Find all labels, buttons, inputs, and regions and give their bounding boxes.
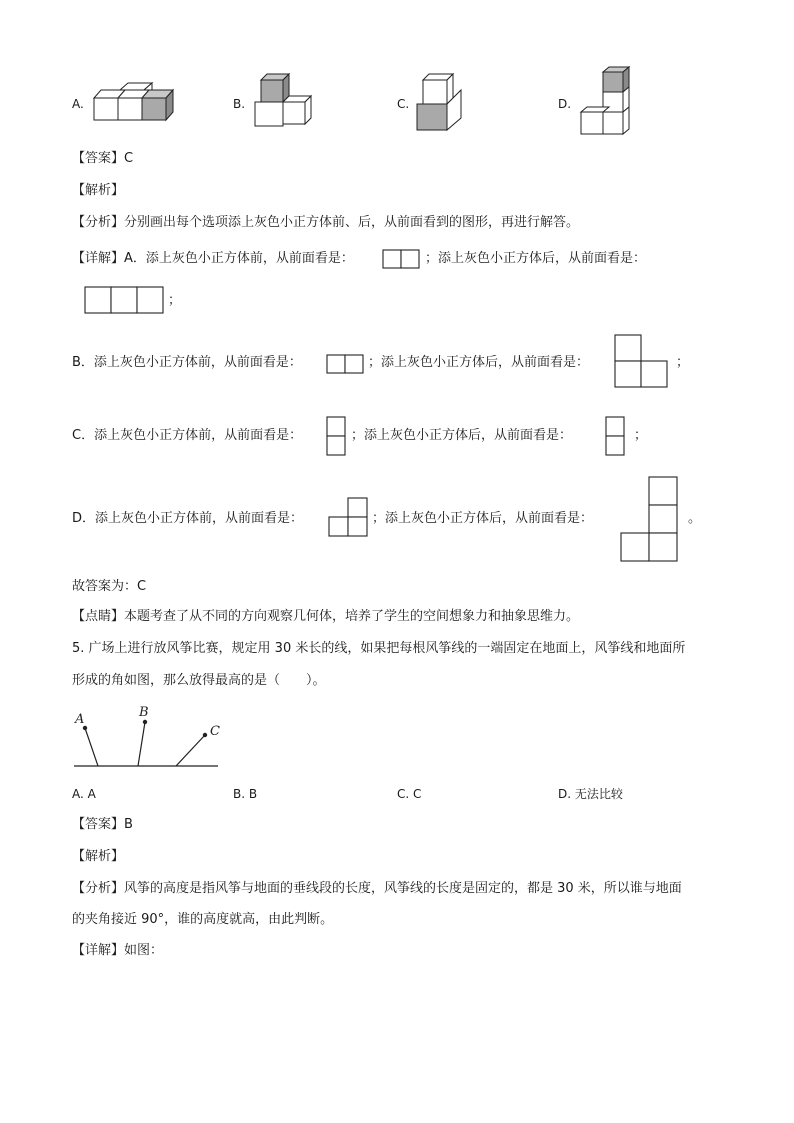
q4-detail-c-after: ；添上灰色小正方体后，从前面看是： <box>351 428 573 443</box>
q5-option-c: C. C <box>397 787 422 801</box>
kite-angle-figure <box>70 702 222 772</box>
view-a-before-icon <box>382 249 420 269</box>
q5-fenxi-line1: 【分析】风筝的高度是指风筝与地面的垂线段的长度，风筝线的长度是固定的，都是 30 米，所以谁与地面 <box>72 881 682 896</box>
view-d-before-icon <box>328 497 368 537</box>
q4-detail-d-before: D．添上灰色小正方体前，从前面看是： <box>72 511 304 526</box>
q5-stem-line1: 5. 广场上进行放风筝比赛，规定用 30 米长的线，如果把每根风筝线的一端固定在地面上，风筝线和地面所 <box>72 641 686 656</box>
q5-option-a: A. A <box>72 787 96 801</box>
q4-answer: 【答案】C <box>72 151 134 166</box>
q5-option-b: B. B <box>233 787 258 801</box>
q4-detail-a-after: ；添上灰色小正方体后，从前面看是： <box>425 251 647 266</box>
q4-analysis-heading: 【解析】 <box>72 183 125 198</box>
q4-detail-c-end: ； <box>634 428 648 443</box>
q4-detail-d-end: 。 <box>688 511 702 526</box>
option-a-label: A. <box>72 97 84 111</box>
q4-dianjing: 【点睛】本题考查了从不同的方向观察几何体，培养了学生的空间想象力和抽象思维力。 <box>72 609 580 624</box>
cube-stack-a-icon <box>92 80 174 124</box>
q4-conclusion: 故答案为：C <box>72 579 147 594</box>
view-c-after-icon <box>605 416 625 456</box>
q4-detail-a-end: ； <box>168 293 182 308</box>
q5-detail: 【详解】如图： <box>72 943 164 958</box>
q5-fenxi-line2: 的夹角接近 90°，谁的高度就高，由此判断。 <box>72 912 334 927</box>
label-b: B <box>139 705 149 720</box>
q5-stem-line2: 形成的角如图，那么放得最高的是（ ）。 <box>72 673 326 688</box>
q5-option-d: D. 无法比较 <box>558 787 623 801</box>
label-c: C <box>210 724 220 739</box>
view-d-after-icon <box>620 476 678 562</box>
q5-analysis-heading: 【解析】 <box>72 849 125 864</box>
q4-detail-b-end: ； <box>676 355 690 370</box>
cube-stack-c-icon <box>415 72 467 134</box>
q4-fenxi: 【分析】分别画出每个选项添上灰色小正方体前、后，从前面看到的图形，再进行解答。 <box>72 215 580 230</box>
option-c-label: C. <box>397 97 410 111</box>
view-b-after-icon <box>614 334 668 388</box>
option-b-label: B. <box>233 97 246 111</box>
cube-stack-d-icon <box>579 66 635 138</box>
cube-stack-b-icon <box>253 72 313 132</box>
option-d-label: D. <box>558 97 572 111</box>
label-a: A <box>75 712 85 727</box>
view-b-before-icon <box>326 354 364 374</box>
view-a-after-icon <box>84 286 164 314</box>
q4-detail-b-after: ；添上灰色小正方体后，从前面看是： <box>368 355 590 370</box>
q4-detail-b-before: B．添上灰色小正方体前，从前面看是： <box>72 355 302 370</box>
q5-answer: 【答案】B <box>72 817 133 832</box>
q4-detail-d-after: ；添上灰色小正方体后，从前面看是： <box>372 511 594 526</box>
view-c-before-icon <box>326 416 346 456</box>
q4-detail-c-before: C．添上灰色小正方体前，从前面看是： <box>72 428 303 443</box>
q4-detail-a-before: 【详解】A．添上灰色小正方体前，从前面看是： <box>72 251 354 266</box>
